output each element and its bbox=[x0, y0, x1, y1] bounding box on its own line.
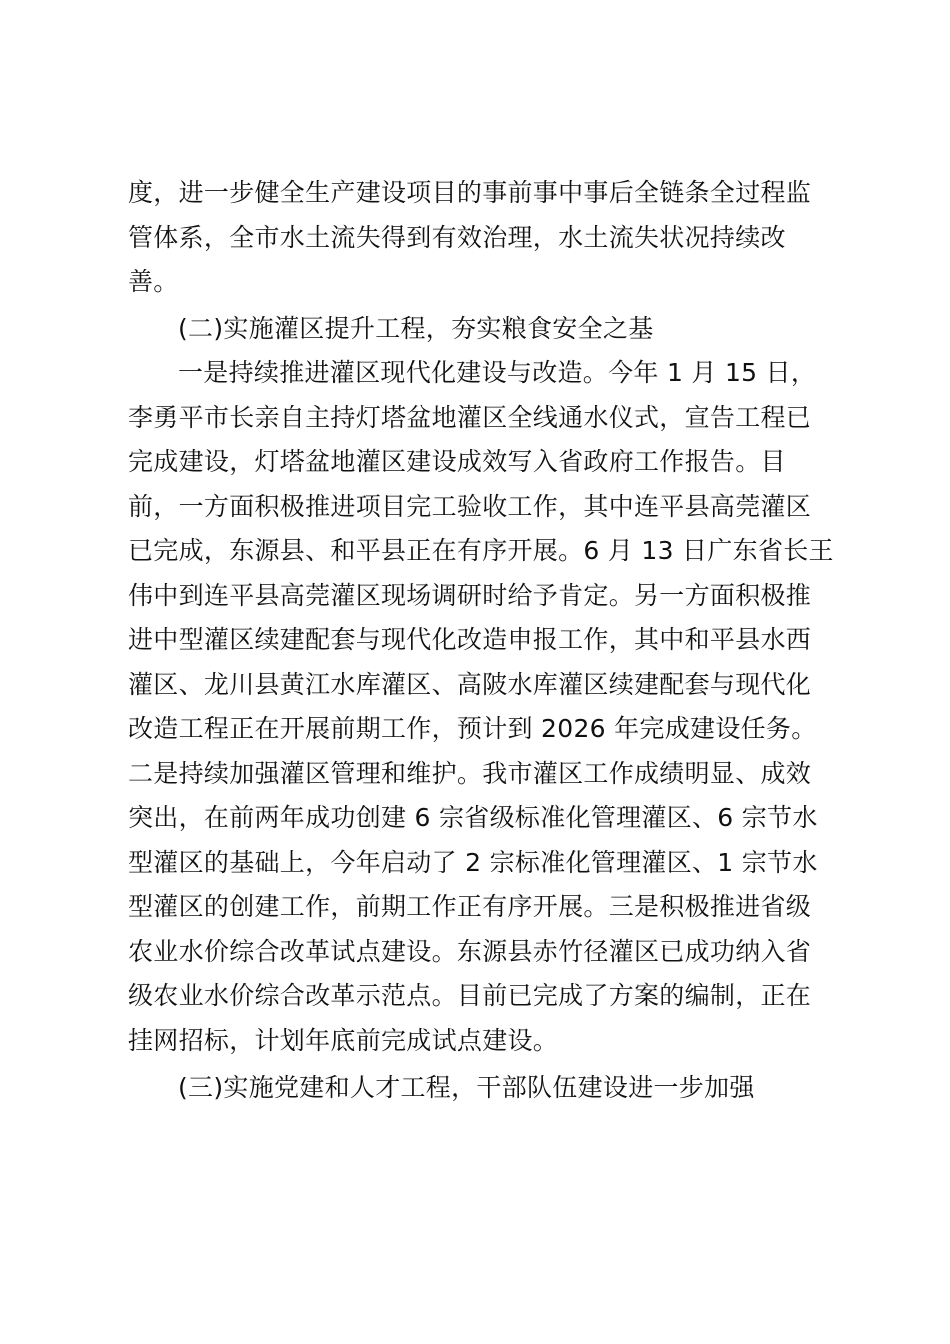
text-line: 管体系，全市水土流失得到有效治理，水土流失状况持续改 bbox=[128, 222, 786, 252]
text-line: 挂网招标，计划年底前完成试点建设。 bbox=[128, 1025, 559, 1055]
text-line: 灌区、龙川县黄江水库灌区、高陂水库灌区续建配套与现代化 bbox=[128, 669, 812, 699]
text-line: 李勇平市长亲自主持灯塔盆地灌区全线通水仪式，宣告工程已 bbox=[128, 402, 812, 432]
text-line: 型灌区的创建工作，前期工作正有序开展。三是积极推进省级 bbox=[128, 892, 812, 921]
text-line: 突出，在前两年成功创建 6 宗省级标准化管理灌区、6 宗节水 bbox=[128, 803, 818, 832]
text-line: 进中型灌区续建配套与现代化改造申报工作，其中和平县水西 bbox=[128, 625, 812, 654]
text-line: 已完成，东源县、和平县正在有序开展。6 月 13 日广东省长王 bbox=[128, 536, 834, 565]
text-line: 型灌区的基础上，今年启动了 2 宗标准化管理灌区、1 宗节水 bbox=[128, 847, 818, 877]
paragraph-continuation bbox=[128, 171, 828, 305]
text-line: 二是持续加强灌区管理和维护。我市灌区工作成绩明显、成效 bbox=[128, 758, 812, 788]
section-heading-2 bbox=[128, 307, 828, 352]
text-line: 一是持续推进灌区现代化建设与改造。今年 1 月 15 日， bbox=[178, 358, 817, 387]
text-line: 级农业水价综合改革示范点。目前已完成了方案的编制，正在 bbox=[128, 981, 812, 1010]
text-line: 善。 bbox=[128, 267, 179, 296]
text-line: 完成建设，灯塔盆地灌区建设成效写入省政府工作报告。目 bbox=[128, 447, 786, 476]
heading-text: (三)实施党建和人才工程，干部队伍建设进一步加强 bbox=[178, 1073, 755, 1102]
paragraph-irrigation bbox=[128, 351, 834, 1063]
text-line: 度，进一步健全生产建设项目的事前事中事后全链条全过程监 bbox=[128, 178, 812, 207]
text-line: 改造工程正在开展前期工作，预计到 2026 年完成建设任务。 bbox=[128, 714, 817, 743]
text-line: 前，一方面积极推进项目完工验收工作，其中连平县高莞灌区 bbox=[128, 491, 812, 521]
heading-text: (二)实施灌区提升工程，夯实粮食安全之基 bbox=[178, 314, 654, 343]
text-line: 伟中到连平县高莞灌区现场调研时给予肯定。另一方面积极推 bbox=[128, 580, 812, 610]
section-heading-3 bbox=[128, 1066, 828, 1111]
text-line: 农业水价综合改革试点建设。东源县赤竹径灌区已成功纳入省 bbox=[128, 936, 812, 966]
